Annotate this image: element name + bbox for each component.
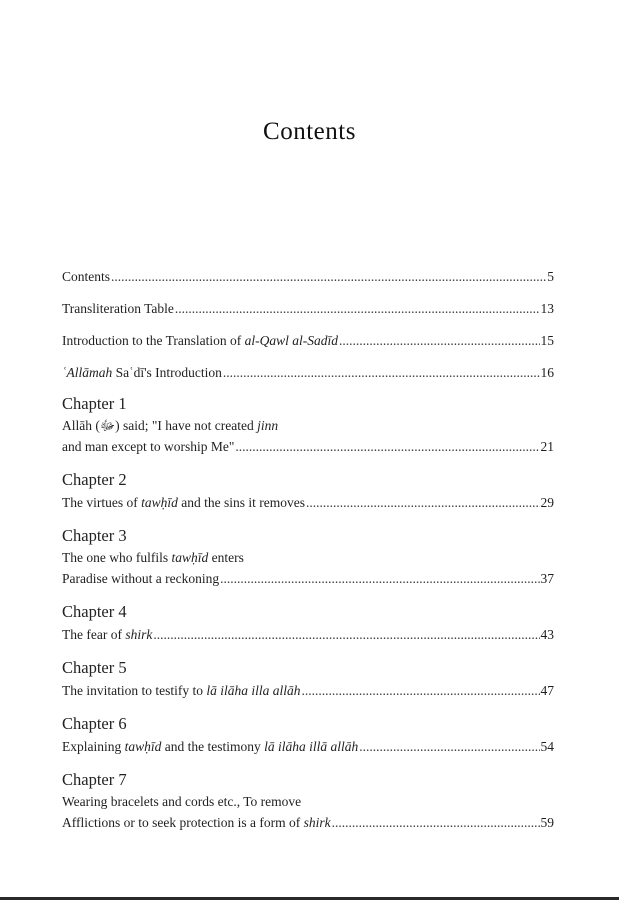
toc-entry-label: The fear of shirk xyxy=(62,627,153,642)
chapter-heading: Chapter 6 xyxy=(62,714,127,733)
toc-entry-chapter-7[interactable] xyxy=(62,812,554,834)
toc-entry-label: The invitation to testify to lā ilāha illa allāh xyxy=(62,683,301,698)
toc-page-number: 5 xyxy=(547,269,554,284)
dot-leader xyxy=(302,680,540,702)
toc-entry-chapter-3[interactable] xyxy=(62,568,554,590)
toc-entry-label: Introduction to the Translation of al-Qawl al-Sadīd xyxy=(62,333,338,348)
dot-leader xyxy=(175,298,540,320)
chapter-heading: Chapter 7 xyxy=(62,770,127,789)
toc-page-number: 29 xyxy=(540,495,554,510)
toc-page-number: 54 xyxy=(540,739,554,754)
dot-leader xyxy=(153,624,539,646)
toc-entry-chapter-4[interactable] xyxy=(62,624,554,646)
chapter-heading: Chapter 5 xyxy=(62,658,127,677)
toc-entry-translation-intro[interactable] xyxy=(62,330,554,352)
page-title: Contents xyxy=(263,118,356,145)
toc-entry-transliteration[interactable] xyxy=(62,298,554,320)
toc-page-number: 16 xyxy=(540,365,554,380)
chapter-heading: Chapter 2 xyxy=(62,470,127,489)
toc-entry-chapter-2[interactable] xyxy=(62,492,554,514)
dot-leader xyxy=(111,266,546,288)
toc-entry-label: and man except to worship Me" xyxy=(62,439,235,454)
chapter-title-line: Wearing bracelets and cords etc., To remove xyxy=(62,794,302,809)
toc-list xyxy=(62,266,554,834)
chapter-heading: Chapter 4 xyxy=(62,602,127,621)
dot-leader xyxy=(235,436,539,458)
chapter-title-line: The one who fulfils tawḥīd enters xyxy=(62,550,244,565)
dot-leader xyxy=(306,492,540,514)
dot-leader xyxy=(220,568,539,590)
toc-page-number: 13 xyxy=(540,301,554,316)
toc-entry-label: ʿAllāmah Saʿdī's Introduction xyxy=(62,365,222,380)
dot-leader xyxy=(223,362,540,384)
dot-leader xyxy=(332,812,540,834)
toc-entry-label: Transliteration Table xyxy=(62,301,174,316)
toc-entry-chapter-1[interactable] xyxy=(62,436,554,458)
toc-entry-label: Afflictions or to seek protection is a form of shirk xyxy=(62,815,331,830)
chapter-title-line: Allāh (ﷻ) said; "I have not created jinn xyxy=(62,418,279,433)
toc-entry-chapter-6[interactable] xyxy=(62,736,554,758)
toc-entry-contents[interactable] xyxy=(62,266,554,288)
toc-page-number: 15 xyxy=(540,333,554,348)
toc-entry-label: Explaining tawḥīd and the testimony lā ilāha illā allāh xyxy=(62,739,359,754)
toc-entry-label: Paradise without a reckoning xyxy=(62,571,220,586)
toc-page-number: 37 xyxy=(540,571,554,586)
toc-page-number: 47 xyxy=(540,683,554,698)
toc-page-number: 59 xyxy=(540,815,554,830)
toc-entry-label: The virtues of tawḥīd and the sins it removes xyxy=(62,495,305,510)
toc-page-number: 21 xyxy=(540,439,554,454)
dot-leader xyxy=(359,736,539,758)
toc-page-number: 43 xyxy=(540,627,554,642)
toc-entry-label: Contents xyxy=(62,269,111,284)
dot-leader xyxy=(339,330,540,352)
toc-entry-sadi-intro[interactable] xyxy=(62,362,554,384)
toc-entry-chapter-5[interactable] xyxy=(62,680,554,702)
chapter-heading: Chapter 3 xyxy=(62,526,127,545)
chapter-heading: Chapter 1 xyxy=(62,394,127,413)
